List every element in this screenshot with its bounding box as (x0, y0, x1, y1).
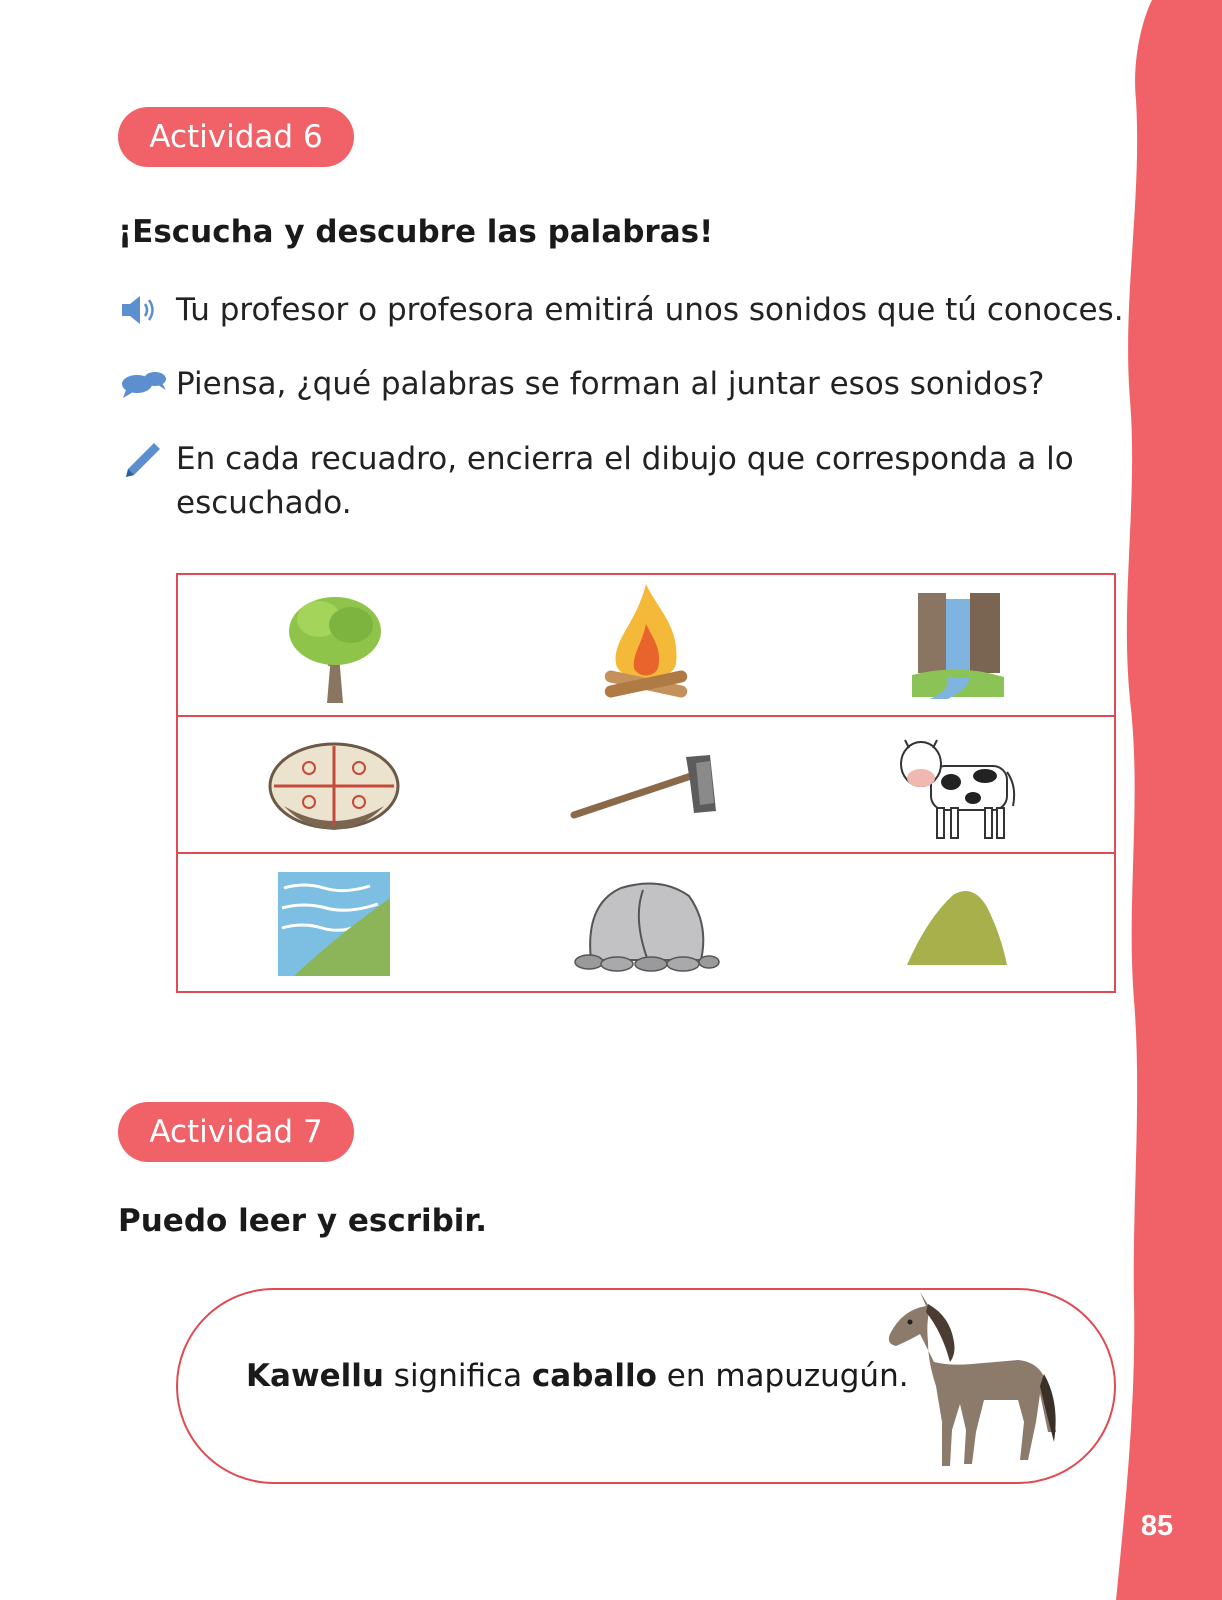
waterfall-picture[interactable] (802, 575, 1114, 715)
picture-grid (176, 573, 1116, 993)
sentence-verb: significa (383, 1358, 532, 1394)
grid-row-3 (178, 852, 1114, 993)
speaker-icon (120, 292, 168, 328)
activity-7-title: Puedo leer y escribir. (118, 1203, 488, 1239)
reading-sentence (246, 1358, 909, 1394)
word-kawellu: Kawellu (246, 1358, 384, 1394)
instruction-think-text: Piensa, ¿qué palabras se forman al juntar esos sonidos? (176, 366, 1045, 402)
activity-6-title: ¡Escucha y descubre las palabras! (118, 214, 714, 250)
tree-picture[interactable] (178, 575, 490, 715)
grid-row-1 (178, 575, 1114, 715)
instruction-listen (120, 288, 1140, 332)
drum-picture[interactable] (178, 717, 490, 854)
instruction-listen-text: Tu profesor o profesora emitirá unos sonidos que tú conoces. (176, 292, 1124, 328)
instruction-circle (120, 437, 1140, 525)
horse-picture (880, 1282, 1070, 1472)
pencil-icon (120, 441, 168, 477)
river-picture[interactable] (178, 854, 490, 993)
rock-picture[interactable] (490, 854, 802, 993)
speech-bubbles-icon (120, 366, 168, 402)
word-caballo: caballo (531, 1358, 657, 1394)
instruction-think (120, 362, 1140, 406)
cow-picture[interactable] (802, 717, 1114, 854)
grid-row-2 (178, 715, 1114, 854)
sentence-rest: en mapuzugún. (656, 1358, 909, 1394)
campfire-picture[interactable] (490, 575, 802, 715)
activity-6-badge: Actividad 6 (118, 107, 354, 167)
page-number: 85 (1140, 1510, 1174, 1542)
instruction-circle-text: En cada recuadro, encierra el dibujo que corresponda a lo escuchado. (176, 441, 1074, 521)
hill-picture[interactable] (802, 854, 1114, 993)
axe-picture[interactable] (490, 717, 802, 854)
activity-7-badge: Actividad 7 (118, 1102, 354, 1162)
side-band (1112, 0, 1222, 1600)
